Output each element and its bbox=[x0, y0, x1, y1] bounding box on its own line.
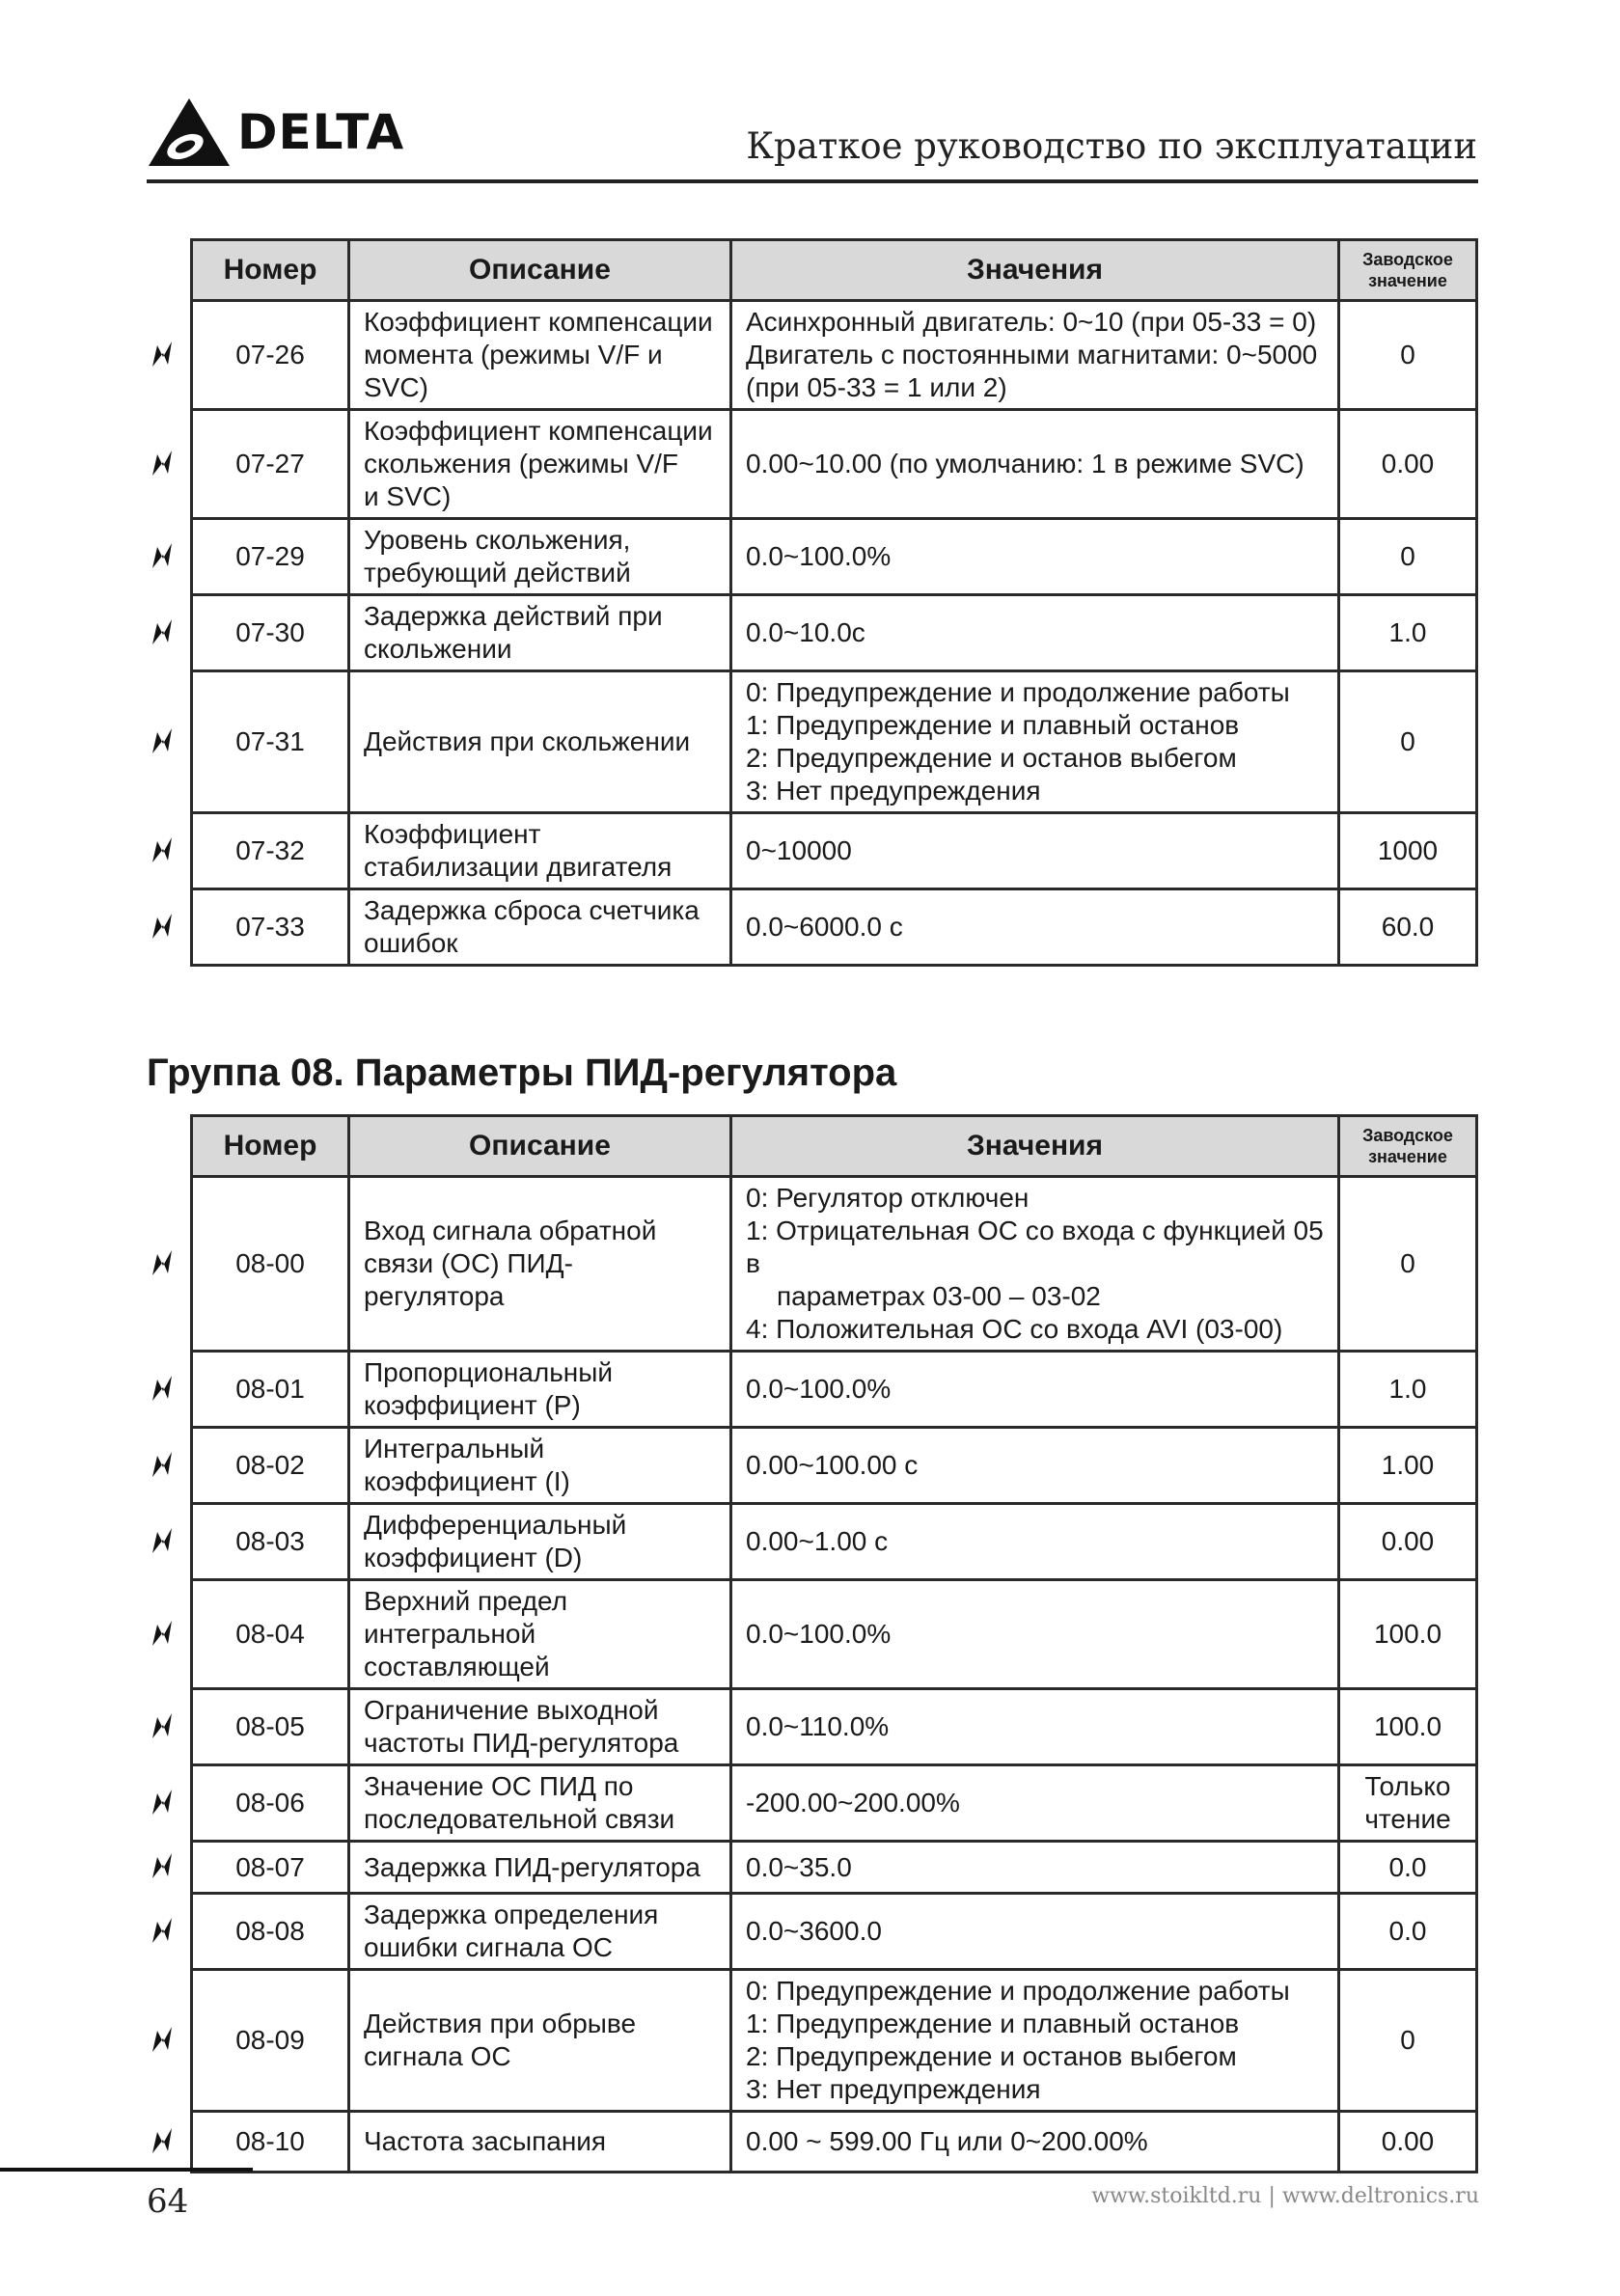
param-default: 0 bbox=[1339, 671, 1477, 813]
param-description: Значение ОС ПИД по последовательной связи bbox=[349, 1765, 731, 1842]
param-values: 0: Предупреждение и продолжение работы 1: Предупреждение и плавный останов 2: Предупреждение и останов выбегом 3: Нет предупреждения bbox=[731, 671, 1339, 813]
lightning-icon bbox=[147, 2023, 179, 2056]
param-default: 60.0 bbox=[1339, 889, 1477, 966]
column-header-number: Номер bbox=[192, 1116, 349, 1177]
page-number: 64 bbox=[147, 2182, 189, 2221]
param-default: 0 bbox=[1339, 1177, 1477, 1352]
param-number: 08-04 bbox=[192, 1580, 349, 1689]
param-values: 0.0~10.0с bbox=[731, 595, 1339, 671]
param-number: 08-02 bbox=[192, 1428, 349, 1504]
param-values: 0.0~35.0 bbox=[731, 1842, 1339, 1894]
footer-divider bbox=[0, 2168, 253, 2172]
param-description: Дифференциальный коэффициент (D) bbox=[349, 1504, 731, 1580]
param-description: Уровень скольжения, требующий действий bbox=[349, 519, 731, 595]
section-title: Группа 08. Параметры ПИД-регулятора bbox=[147, 1052, 897, 1094]
parameter-table-08 bbox=[190, 1114, 1478, 2173]
table-row bbox=[192, 1894, 1477, 1970]
lightning-icon bbox=[147, 447, 179, 479]
param-number: 08-05 bbox=[192, 1689, 349, 1765]
param-default: 0 bbox=[1339, 519, 1477, 595]
param-description: Коэффициент стабилизации двигателя bbox=[349, 813, 731, 889]
param-values: 0.00~1.00 с bbox=[731, 1504, 1339, 1580]
param-values: 0.0~100.0% bbox=[731, 1352, 1339, 1428]
param-description: Задержка ПИД-регулятора bbox=[349, 1842, 731, 1894]
param-description: Вход сигнала обратной связи (ОС) ПИД- регулятора bbox=[349, 1177, 731, 1352]
table-row bbox=[192, 301, 1477, 410]
lightning-icon bbox=[147, 1914, 179, 1947]
table-row bbox=[192, 1580, 1477, 1689]
column-header-default: Заводское значение bbox=[1339, 1116, 1477, 1177]
table-row bbox=[192, 671, 1477, 813]
table-row bbox=[192, 889, 1477, 966]
param-number: 08-03 bbox=[192, 1504, 349, 1580]
param-default: 1.0 bbox=[1339, 595, 1477, 671]
param-description: Задержка определения ошибки сигнала ОС bbox=[349, 1894, 731, 1970]
param-values: 0.0~100.0% bbox=[731, 1580, 1339, 1689]
param-values: 0: Предупреждение и продолжение работы 1: Предупреждение и плавный останов 2: Предупреждение и останов выбегом 3: Нет предупреждения bbox=[731, 1970, 1339, 2112]
param-number: 07-27 bbox=[192, 410, 349, 519]
param-description: Действия при обрыве сигнала ОС bbox=[349, 1970, 731, 2112]
param-default: Только чтение bbox=[1339, 1765, 1477, 1842]
param-number: 07-30 bbox=[192, 595, 349, 671]
param-description: Действия при скольжении bbox=[349, 671, 731, 813]
lightning-icon bbox=[147, 338, 179, 370]
lightning-icon bbox=[147, 1448, 179, 1481]
lightning-icon bbox=[147, 1524, 179, 1557]
brand-name: DELTA bbox=[237, 104, 405, 160]
table-row bbox=[192, 595, 1477, 671]
param-number: 08-09 bbox=[192, 1970, 349, 2112]
param-values: 0.00~100.00 с bbox=[731, 1428, 1339, 1504]
param-number: 07-33 bbox=[192, 889, 349, 966]
lightning-icon bbox=[147, 1617, 179, 1650]
param-default: 0 bbox=[1339, 1970, 1477, 2112]
lightning-icon bbox=[147, 1709, 179, 1742]
param-number: 08-06 bbox=[192, 1765, 349, 1842]
table-row bbox=[192, 1352, 1477, 1428]
param-description: Задержка действий при скольжении bbox=[349, 595, 731, 671]
table-header-row bbox=[192, 1116, 1477, 1177]
param-number: 08-00 bbox=[192, 1177, 349, 1352]
lightning-icon bbox=[147, 834, 179, 866]
param-values: 0.0~100.0% bbox=[731, 519, 1339, 595]
column-header-number: Номер bbox=[192, 240, 349, 301]
column-header-values: Значения bbox=[731, 1116, 1339, 1177]
param-number: 08-01 bbox=[192, 1352, 349, 1428]
table-row bbox=[192, 2112, 1477, 2173]
lightning-icon bbox=[147, 2124, 179, 2157]
table-header-row bbox=[192, 240, 1477, 301]
table-row bbox=[192, 1177, 1477, 1352]
table-row bbox=[192, 1970, 1477, 2112]
param-values: 0: Регулятор отключен 1: Отрицательная ОС со входа с функцией 05 в параметрах 03-00 – 03-02 4: Положительная ОС со входа AVI (03-00) bbox=[731, 1177, 1339, 1352]
table-row bbox=[192, 1842, 1477, 1894]
column-header-values: Значения bbox=[731, 240, 1339, 301]
table-row bbox=[192, 410, 1477, 519]
lightning-icon bbox=[147, 615, 179, 648]
param-description: Ограничение выходной частоты ПИД-регулятора bbox=[349, 1689, 731, 1765]
lightning-icon bbox=[147, 1372, 179, 1405]
param-values: Асинхронный двигатель: 0~10 (при 05-33 = 0) Двигатель с постоянными магнитами: 0~5000 (при 05-33 = 1 или 2) bbox=[731, 301, 1339, 410]
param-default: 0.00 bbox=[1339, 410, 1477, 519]
param-values: 0~10000 bbox=[731, 813, 1339, 889]
delta-triangle-icon bbox=[147, 96, 232, 168]
param-values: 0.0~3600.0 bbox=[731, 1894, 1339, 1970]
table-row bbox=[192, 1428, 1477, 1504]
param-values: -200.00~200.00% bbox=[731, 1765, 1339, 1842]
param-number: 08-07 bbox=[192, 1842, 349, 1894]
column-header-description: Описание bbox=[349, 240, 731, 301]
column-header-description: Описание bbox=[349, 1116, 731, 1177]
param-default: 0.00 bbox=[1339, 1504, 1477, 1580]
parameter-table-07 bbox=[190, 238, 1478, 967]
param-number: 07-26 bbox=[192, 301, 349, 410]
lightning-icon bbox=[147, 1246, 179, 1279]
param-default: 100.0 bbox=[1339, 1580, 1477, 1689]
param-default: 0 bbox=[1339, 301, 1477, 410]
param-description: Пропорциональный коэффициент (P) bbox=[349, 1352, 731, 1428]
param-default: 100.0 bbox=[1339, 1689, 1477, 1765]
param-description: Частота засыпания bbox=[349, 2112, 731, 2173]
lightning-icon bbox=[147, 1849, 179, 1882]
param-description: Коэффициент компенсации момента (режимы V/F и SVC) bbox=[349, 301, 731, 410]
param-number: 07-31 bbox=[192, 671, 349, 813]
header-divider bbox=[147, 179, 1478, 183]
param-default: 1.00 bbox=[1339, 1428, 1477, 1504]
param-default: 0.0 bbox=[1339, 1842, 1477, 1894]
param-description: Верхний предел интегральной составляющей bbox=[349, 1580, 731, 1689]
lightning-icon bbox=[147, 724, 179, 757]
param-values: 0.0~6000.0 с bbox=[731, 889, 1339, 966]
param-values: 0.00 ~ 599.00 Гц или 0~200.00% bbox=[731, 2112, 1339, 2173]
table-row bbox=[192, 1689, 1477, 1765]
lightning-icon bbox=[147, 539, 179, 572]
lightning-icon bbox=[147, 1786, 179, 1818]
table-row bbox=[192, 1504, 1477, 1580]
param-number: 07-29 bbox=[192, 519, 349, 595]
lightning-icon bbox=[147, 910, 179, 943]
column-header-default: Заводское значение bbox=[1339, 240, 1477, 301]
param-description: Интегральный коэффициент (I) bbox=[349, 1428, 731, 1504]
delta-logo bbox=[147, 95, 404, 170]
param-number: 08-08 bbox=[192, 1894, 349, 1970]
table-row bbox=[192, 519, 1477, 595]
param-default: 0.00 bbox=[1339, 2112, 1477, 2173]
param-values: 0.00~10.00 (по умолчанию: 1 в режиме SVC) bbox=[731, 410, 1339, 519]
table-row bbox=[192, 813, 1477, 889]
param-description: Задержка сброса счетчика ошибок bbox=[349, 889, 731, 966]
footer-websites: www.stoikltd.ru | www.deltronics.ru bbox=[1091, 2184, 1479, 2208]
param-default: 1000 bbox=[1339, 813, 1477, 889]
table-row bbox=[192, 1765, 1477, 1842]
param-number: 08-10 bbox=[192, 2112, 349, 2173]
param-description: Коэффициент компенсации скольжения (режимы V/F и SVC) bbox=[349, 410, 731, 519]
document-title: Краткое руководство по эксплуатации bbox=[746, 125, 1477, 167]
param-default: 1.0 bbox=[1339, 1352, 1477, 1428]
param-default: 0.0 bbox=[1339, 1894, 1477, 1970]
param-number: 07-32 bbox=[192, 813, 349, 889]
param-values: 0.0~110.0% bbox=[731, 1689, 1339, 1765]
